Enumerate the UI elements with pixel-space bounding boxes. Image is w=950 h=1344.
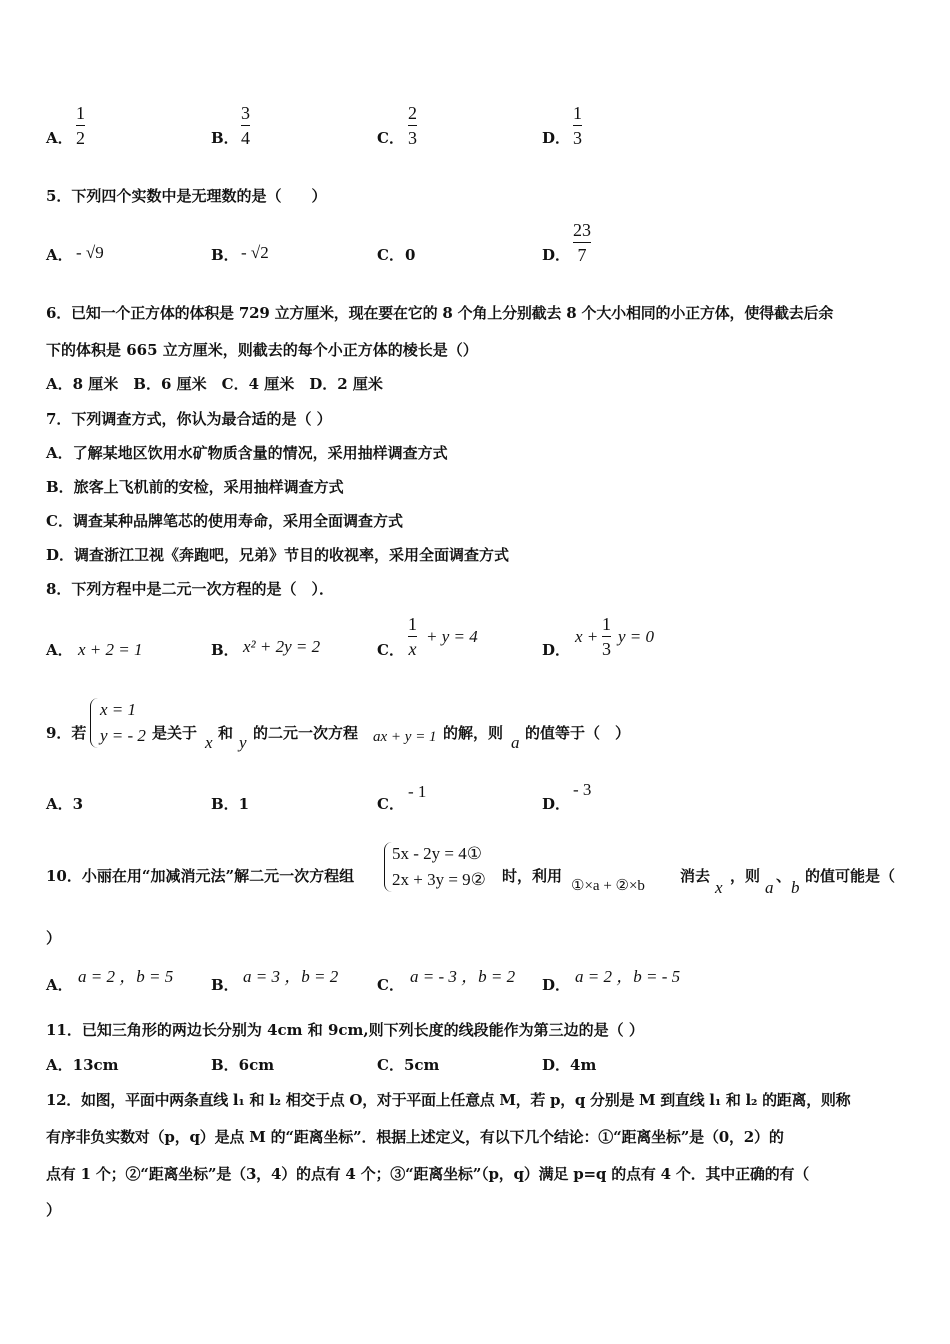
q9-system-eq2: y = - 2 (100, 726, 146, 745)
q8-option-d-rest: y = 0 (618, 627, 655, 646)
q11-option-d: D．4m (542, 1056, 597, 1074)
q9-text-3: 的二元一次方程 (253, 724, 359, 742)
q4-option-c-label: C． (377, 129, 404, 147)
q10-close-paren: ） (46, 929, 62, 947)
left-brace-icon (90, 698, 99, 748)
denominator: 3 (602, 639, 611, 659)
numerator: 1 (76, 103, 85, 123)
numerator: 23 (573, 220, 591, 240)
q10-system-eq1: 5x - 2y = 4① (392, 844, 482, 863)
q4-option-a-label: A． (46, 129, 73, 147)
q5-option-c-label: C． (377, 246, 404, 264)
q5-stem: 5．下列四个实数中是无理数的是（ ） (46, 187, 327, 205)
q6-stem-line1: 6．已知一个正方体的体积是 729 立方厘米，现在要在它的 8 个角上分别截去 8 个大小相同的小正方体，使得截去后余 (46, 304, 834, 322)
numerator: 3 (241, 103, 250, 123)
q7-stem: 7．下列调查方式，你认为最合适的是（ ） (46, 410, 332, 428)
q6-stem-line2: 下的体积是 665 立方厘米，则截去的每个小正方体的棱长是（） (46, 341, 478, 359)
numerator: 1 (408, 614, 417, 634)
q4-option-d-label: D． (542, 129, 571, 147)
numerator: 1 (602, 614, 611, 634)
q5-option-b-label: B． (211, 246, 239, 264)
q12-stem-line3: 点有 1 个；②“距离坐标”是（3，4）的点有 4 个；③“距离坐标”（p，q）满足 p=q 的点有 4 个．其中正确的有（ (46, 1165, 810, 1183)
q9-option-c-label: C． (377, 795, 404, 813)
q9-prefix: 9．若 (46, 724, 87, 742)
q8-option-d-label: D． (542, 641, 571, 659)
q7-option-c: C．调查某种品牌笔芯的使用寿命，采用全面调查方式 (46, 512, 403, 530)
q6-options: A．8 厘米 B．6 厘米 C．4 厘米 D．2 厘米 (46, 375, 383, 393)
q4-option-c-fraction (408, 103, 417, 148)
q5-option-c-value: 0 (405, 246, 416, 264)
q10-option-a-label: A． (46, 976, 73, 994)
q5-option-a-value: - √9 (76, 243, 104, 262)
q9-equation-system (90, 698, 150, 748)
q9-var-a: a (511, 733, 520, 752)
q10-expression: ①×a + ②×b (571, 878, 645, 894)
q10-option-b-label: B． (211, 976, 239, 994)
q8-option-a-equation: x + 2 = 1 (78, 640, 143, 659)
q12-stem-line4: ） (46, 1201, 62, 1219)
q10-option-a-value: a = 2 ，b = 5 (78, 967, 174, 986)
q9-text-4: 的解，则 (443, 724, 504, 742)
q8-option-c-rest: + y = 4 (426, 627, 478, 646)
q9-option-b: B．1 (211, 795, 250, 813)
q9-text-5: 的值等于（ ） (525, 724, 631, 742)
q8-stem: 8．下列方程中是二元一次方程的是（ ）． (46, 580, 334, 598)
q4-option-d-fraction (573, 103, 582, 148)
q4-option-b-label: B． (211, 129, 239, 147)
q9-text-1: 是关于 (152, 724, 198, 742)
q10-option-c-value: a = - 3 ，b = 2 (410, 967, 516, 986)
q4-option-b-fraction (241, 103, 250, 148)
q10-option-d-value: a = 2 ，b = - 5 (575, 967, 681, 986)
q10-text-4: 、 (776, 867, 792, 885)
q10-option-b-value: a = 3 ，b = 2 (243, 967, 339, 986)
q9-option-c-value: - 1 (408, 782, 427, 801)
denominator: 3 (408, 128, 417, 148)
q5-option-d-label: D． (542, 246, 571, 264)
numerator: 2 (408, 103, 417, 123)
q5-option-d-fraction (573, 220, 591, 265)
q8-option-b-equation: x² + 2y = 2 (243, 637, 321, 656)
q10-option-d-label: D． (542, 976, 571, 994)
q10-option-c-label: C． (377, 976, 404, 994)
q10-text-2: 消去 (680, 867, 711, 885)
numerator: 1 (573, 103, 582, 123)
q4-option-a-fraction (76, 103, 85, 148)
q10-var-b: b (791, 878, 800, 897)
q8-option-a-label: A． (46, 641, 73, 659)
q9-var-y: y (239, 733, 247, 752)
denominator: 2 (76, 128, 85, 148)
q5-option-b-value: - √2 (241, 243, 269, 262)
denominator: 4 (241, 128, 250, 148)
q11-option-b: B．6cm (211, 1056, 275, 1074)
q11-option-c: C．5cm (377, 1056, 440, 1074)
q9-var-x: x (205, 733, 213, 752)
q5-option-a-label: A． (46, 246, 73, 264)
q10-text-1: 时，利用 (502, 867, 563, 885)
denominator: 3 (573, 128, 582, 148)
q7-option-d: D．调查浙江卫视《奔跑吧，兄弟》节目的收视率，采用全面调查方式 (46, 546, 510, 564)
q12-stem-line1: 12．如图，平面中两条直线 l₁ 和 l₂ 相交于点 O，对于平面上任意点 M，若 p，q 分别是 M 到直线 l₁ 和 l₂ 的距离，则称 (46, 1091, 851, 1109)
q8-option-c-fraction (408, 614, 417, 659)
q10-text-5: 的值可能是（ (805, 867, 896, 885)
q10-prefix: 10．小丽在用“加减消元法”解二元一次方程组 (46, 867, 355, 885)
q10-text-3: ，则 (730, 867, 761, 885)
q12-stem-line2: 有序非负实数对（p，q）是点 M 的“距离坐标”．根据上述定义，有以下几个结论：①“距离坐标”是（0，2）的 (46, 1128, 784, 1146)
denominator: 7 (577, 245, 587, 265)
q11-option-a: A．13cm (46, 1056, 119, 1074)
q8-option-d-prefix: x + (575, 627, 599, 646)
q10-equation-system (384, 842, 499, 892)
q9-text-2: 和 (218, 724, 234, 742)
q9-system-eq1: x = 1 (100, 700, 137, 719)
q10-var-x: x (715, 878, 723, 897)
q8-option-d-fraction (602, 614, 611, 659)
q7-option-b: B．旅客上飞机前的安检，采用抽样调查方式 (46, 478, 344, 496)
q9-option-d-value: - 3 (573, 780, 592, 799)
q9-option-a: A．3 (46, 795, 84, 813)
q10-system-eq2: 2x + 3y = 9② (392, 870, 486, 889)
q9-equation: ax + y = 1 (373, 729, 437, 745)
denominator: x (408, 639, 417, 659)
q9-option-d-label: D． (542, 795, 571, 813)
q8-option-c-label: C． (377, 641, 404, 659)
q7-option-a: A．了解某地区饮用水矿物质含量的情况，采用抽样调查方式 (46, 444, 448, 462)
q10-var-a: a (765, 878, 774, 897)
q8-option-b-label: B． (211, 641, 239, 659)
q11-stem: 11．已知三角形的两边长分别为 4cm 和 9cm,则下列长度的线段能作为第三边的是（ ） (46, 1021, 644, 1039)
